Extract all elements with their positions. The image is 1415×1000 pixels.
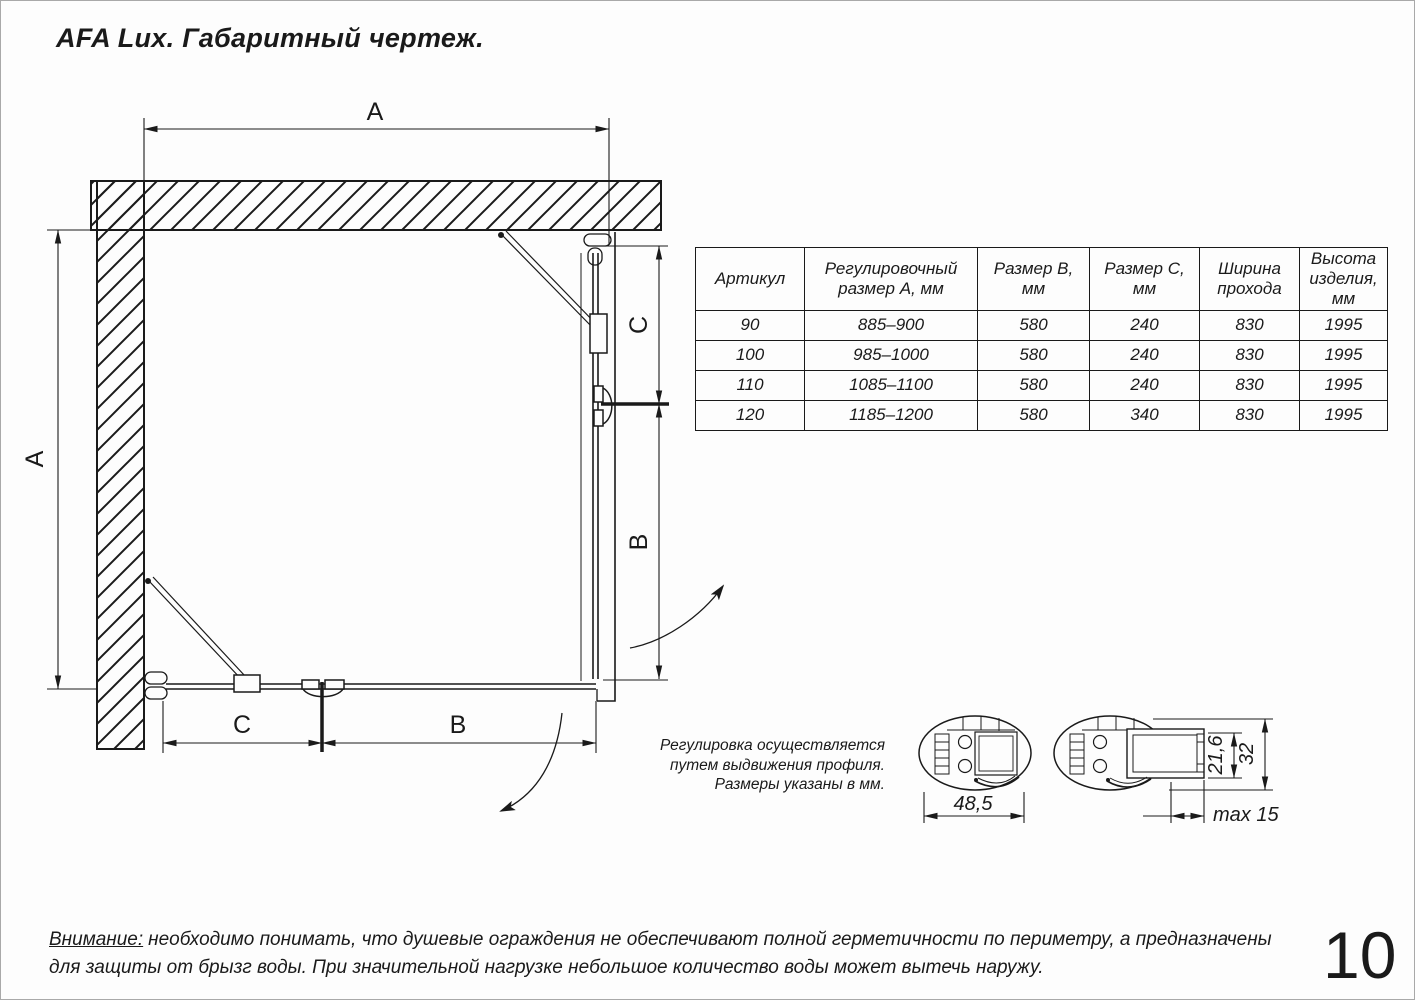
- cell: 240: [1090, 341, 1200, 371]
- wall-left: [97, 181, 144, 749]
- dimension-cb-bottom: [163, 701, 596, 753]
- cell: 1995: [1300, 401, 1388, 431]
- col-header-article: Артикул: [696, 248, 805, 311]
- adjustment-note: [635, 736, 885, 795]
- cell: 885–900: [805, 311, 978, 341]
- door-swing-arc-right: [630, 586, 723, 648]
- cell: 90: [696, 311, 805, 341]
- table-row: [696, 401, 1388, 431]
- label-c-bottom: C: [232, 711, 252, 739]
- cell: 240: [1090, 311, 1200, 341]
- cell: 580: [978, 371, 1090, 401]
- note-line: Регулировка осуществляется: [660, 737, 885, 754]
- glass-panel-bottom: [166, 684, 596, 689]
- cell: 1995: [1300, 311, 1388, 341]
- page-number: 10: [1323, 918, 1397, 992]
- cell: 100: [696, 341, 805, 371]
- cell: 240: [1090, 371, 1200, 401]
- label-c-right: C: [625, 315, 653, 335]
- label-a-left: A: [21, 450, 49, 468]
- spec-table: [695, 247, 1388, 431]
- glass-panel-right: [581, 232, 615, 701]
- wall-profile-bottom-left: [145, 672, 167, 699]
- door-handle-right: [594, 386, 612, 426]
- cell: 110: [696, 371, 805, 401]
- cell: 120: [696, 401, 805, 431]
- cell: 985–1000: [805, 341, 978, 371]
- cell: 1995: [1300, 371, 1388, 401]
- warning-line2: для защиты от брызг воды. При значительной нагрузке небольшое количество воды может вытечь наружу.: [49, 957, 1044, 978]
- label-outer-height-32: 32: [1236, 742, 1258, 766]
- cell: 830: [1200, 311, 1300, 341]
- table-row: [696, 311, 1388, 341]
- label-width-48-5: 48,5: [953, 793, 993, 815]
- warning-text: [49, 926, 1294, 982]
- warning-label: Внимание:: [49, 929, 144, 950]
- col-header-size-a: Регулировочный размер А, мм: [805, 248, 978, 311]
- col-header-pass-width: Ширина прохода: [1200, 248, 1300, 311]
- warning-line1: необходимо понимать, что душевые ограждения не обеспечивают полной герметичности по периметру, а предназначены: [148, 929, 1272, 950]
- label-b-bottom: B: [449, 711, 467, 739]
- technical-drawing-svg: [1, 1, 1415, 1000]
- table-row: [696, 341, 1388, 371]
- label-b-right: B: [625, 533, 653, 551]
- cell: 830: [1200, 401, 1300, 431]
- wall-top: [91, 181, 661, 230]
- label-max-offset-15: max 15: [1213, 804, 1279, 826]
- dimension-a-left: [47, 230, 97, 689]
- table-row: [696, 371, 1388, 401]
- page-title: AFA Lux. Габаритный чертеж.: [56, 23, 484, 53]
- cell: 1185–1200: [805, 401, 978, 431]
- cell: 830: [1200, 371, 1300, 401]
- support-brace-bottom-left: [145, 577, 260, 692]
- note-line: путем выдвижения профиля.: [669, 756, 885, 774]
- label-a-top: A: [366, 98, 384, 126]
- door-swing-arc-bottom: [501, 713, 562, 811]
- dimension-cb-right: [603, 246, 668, 680]
- dimension-max-15: [1143, 780, 1204, 823]
- cell: 580: [978, 401, 1090, 431]
- cell: 1085–1100: [805, 371, 978, 401]
- note-line: Размеры указаны в мм.: [714, 776, 885, 793]
- col-header-size-b: Размер В, мм: [978, 248, 1090, 311]
- cell: 1995: [1300, 341, 1388, 371]
- profile-sections: [919, 716, 1279, 826]
- cell: 580: [978, 341, 1090, 371]
- plan-view: [21, 98, 723, 811]
- cell: 340: [1090, 401, 1200, 431]
- label-inner-height-21-6: 21,6: [1205, 735, 1227, 775]
- spec-table-header-row: [696, 248, 1388, 311]
- cell: 580: [978, 311, 1090, 341]
- col-header-size-c: Размер С, мм: [1090, 248, 1200, 311]
- cell: 830: [1200, 341, 1300, 371]
- col-header-height: Высота изделия, мм: [1300, 248, 1388, 311]
